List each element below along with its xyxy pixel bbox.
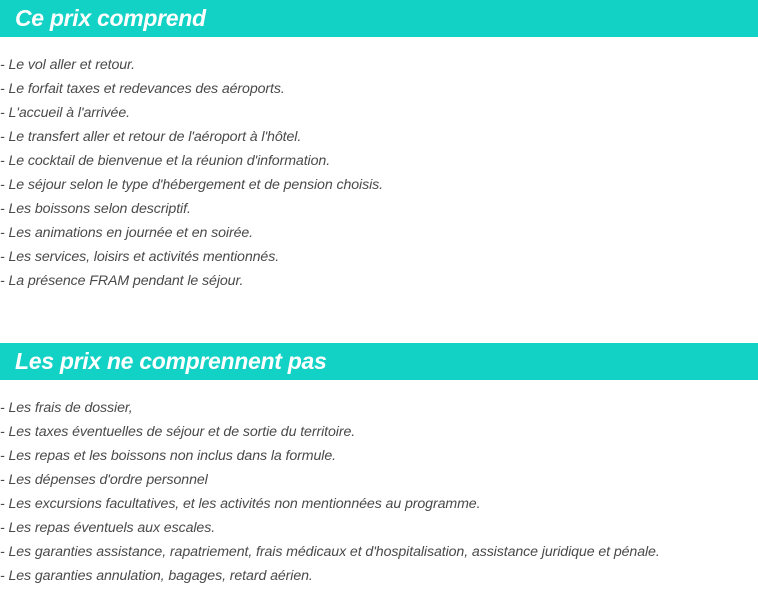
excluded-item: - Les repas et les boissons non inclus dans la formule. [0,448,336,464]
included-section-header [0,0,758,37]
included-item: - L'accueil à l'arrivée. [0,105,130,121]
included-list [0,53,383,293]
included-item: - Le forfait taxes et redevances des aéroports. [0,81,285,97]
excluded-item: - Les dépenses d'ordre personnel [0,472,208,488]
included-item: - Les services, loisirs et activités mentionnés. [0,249,280,265]
included-item: - Le vol aller et retour. [0,57,135,73]
excluded-item: - Les repas éventuels aux escales. [0,520,216,536]
excluded-item: - Les excursions facultatives, et les activités non mentionnées au programme. [0,496,481,512]
included-item: - Le transfert aller et retour de l'aéroport à l'hôtel. [0,129,302,145]
included-item: - Les boissons selon descriptif. [0,201,191,217]
excluded-item: - Les garanties annulation, bagages, retard aérien. [0,568,313,584]
included-item: - Les animations en journée et en soirée. [0,225,254,241]
included-item: - Le séjour selon le type d'hébergement et de pension choisis. [0,177,383,193]
included-item: - Le cocktail de bienvenue et la réunion d'information. [0,153,331,169]
excluded-list [0,396,660,588]
excluded-item: - Les taxes éventuelles de séjour et de sortie du territoire. [0,424,356,440]
included-section-title: Ce prix comprend [15,5,206,31]
excluded-item: - Les garanties assistance, rapatriement, frais médicaux et d'hospitalisation, assistance juridique et pénale. [0,544,660,560]
excluded-item: - Les frais de dossier, [0,400,133,416]
excluded-section-header [0,343,758,380]
excluded-section-title: Les prix ne comprennent pas [15,348,327,374]
included-item: - La présence FRAM pendant le séjour. [0,273,244,289]
